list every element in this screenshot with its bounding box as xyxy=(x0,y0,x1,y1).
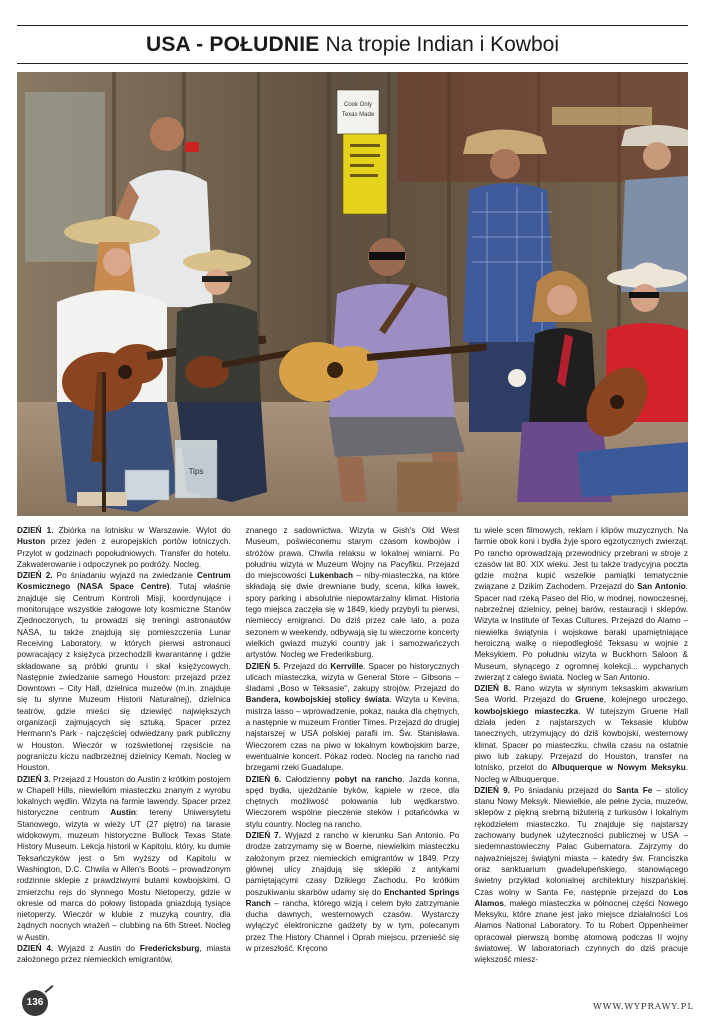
body-text: Całodzienny xyxy=(281,774,335,784)
article-paragraph xyxy=(474,785,688,966)
article-paragraph xyxy=(246,774,460,830)
musicians-illustration xyxy=(17,72,688,516)
body-text: . Tutaj właśnie znajduje się Centrum Kontroli Misji, koordynujące i monitorujące wszystkie załogowe loty kosmiczne Stanów Zjednoczonych, tu prowadzi się treningi astronautów NASA, tu także znajdują się pomieszczenia Lunar Receiving Laboratory, w których pierwsi astronauci powracający z księżyca przechodzili kwarantannę i gdzie składowane są próbki gruntu i skał księżycowych. Następnie zwiedzanie samego Houston: przejazd przez Downtown – City Hall, dzielnica muzeów (m.in. znajduje się tu słynne Muzeum Historii Naturalnej), dzielnica teatrów, gdzie mieści się dziewięć największych organizacji zajmujących się sztuką. Spacer przez Hermann's Park - najczęściej odwiedzany park publiczny w Houston. Wieczór w rozświetlonej rzęsiście na pograniczu kiczu nadbrzeżnej dzielnicy Kemah. Nocleg w Houston. xyxy=(17,582,231,773)
day-label: DZIEŃ 7. xyxy=(245,831,281,841)
bold-text: pobyt na rancho xyxy=(334,774,403,784)
bold-text: Santa Fe xyxy=(616,785,653,795)
header-bottom-rule xyxy=(17,63,688,64)
body-text: Po śniadaniu przejazd do xyxy=(509,785,617,795)
body-text: . Spacer po historycznych ulicach miasteczka, wizyta w General Store – Gibsons – śladami „Boso w Teksasie", zakupy strojów. Przejazd do xyxy=(245,661,460,694)
article-column-2 xyxy=(246,525,460,993)
day-label: DZIEŃ 4. xyxy=(17,943,54,953)
bold-text: Albuquerque w Nowym Meksyku xyxy=(551,763,686,773)
body-text: znanego z sadownictwa. Wizyta w Gish's Old West Museum, poświeconemu starym czasom kowbojów i stróżów prawa. Chwila relaksu w lokalnej winiarni. Po południu wizyta w Muzeum Wojny na Pacyfiku. Przejazd do miejscowości xyxy=(245,526,460,581)
musicians-photo xyxy=(17,72,688,516)
body-text: . Spacer nad rzeką Paseo del Rio, w modnej, nowoczesnej, nabrzeżnej dzielnicy, pełnej barów, restauracji i sklepów. Wizyta w Institute of Texas Cultures. Przejazd do Alamo – niewielka świątynia i wojskowe baraki upamiętniające heroiczną walkę o niepodległość Teksasu w wojnie z Meksykiem. Po południu wizyta w Buckhorn Saloon & Museum, słynącego z ogromnej kolekcji... wypchanych zwierząt z całego świata. Nocleg w San Antonio. xyxy=(474,582,689,682)
body-text: Przejazd z Houston do Austin z krótkim postojem w Chapell Hills, niewielkim miasteczku znanym z wyrobu lokalnych wędlin. Wizyta na farmie lawendy. Spacer przez historyczne centrum xyxy=(17,774,231,818)
sign-text-1: Cook Only xyxy=(343,102,373,108)
article-paragraph xyxy=(17,525,231,570)
body-text: Wyjazd z rancho w kierunku San Antonio. Po drodze zatrzymamy się w Boerne, niewielkim miasteczku założonym przez niemieckich emigrantów w 1849. Przy głównej ulicy znajdują się sklepiki z antykami pamiętającymi czasy Dzikiego Zachodu. Po krótkim poszukiwaniu skarbów udamy się do xyxy=(245,831,460,897)
body-text: . W tutejszym Gruene Hall działa jeden z najstarszych w Teksasie klubów tanecznych, utrzymujący do dziś kowbojski, westernowy klimat. Spacer po miasteczku, chwila czasu na ostatnie piwo lub zakupy. Przejazd do Houston, transfer na lotnisko, przelot do xyxy=(474,706,689,773)
bold-text: Fredericksburg xyxy=(139,943,200,953)
body-text: . Nocleg w Albuquerque. xyxy=(474,763,689,784)
day-label: DZIEŃ 1. xyxy=(17,526,54,535)
article-paragraph xyxy=(246,525,460,661)
body-text: przez jeden z europejskich portów lotniczych. Przylot w godzinach popołudniowych. Transfer do hotelu. Zakwaterowanie i odpoczynek po podróży. Nocleg. xyxy=(17,537,231,569)
page-header xyxy=(17,28,688,62)
header-title-bold: USA - POŁUDNIE xyxy=(145,33,320,56)
page-number: 136 xyxy=(22,990,48,1016)
header-title-light: Na tropie Indian i Kowboi xyxy=(325,33,559,56)
body-text: Wyjazd z Austin do xyxy=(53,943,140,953)
body-text: Zbiórka na lotnisku w Warszawie. Wylot do xyxy=(53,526,231,535)
bold-text: Austin xyxy=(110,808,136,818)
article-paragraph xyxy=(17,570,231,773)
body-text: tu wiele scen filmowych, reklam i klipów muzycznych. Na farmie obok koni i bydła żyje sporo egzotycznych zwierząt. Po rancho oprowadzają przewodnicy przebrani w stroje z czasów lat 80. XIX wieku. Jest tu także tradycyjna poczta gdzie można kupić wszelkie pamiątki tematycznie związane z Dzikim Zachodem. Przejazd do xyxy=(474,526,689,592)
article-paragraph xyxy=(246,830,460,954)
body-text: – rancha, którego wizją i celem było zatrzymanie ducha dawnych, westernowych czasów. Wystarczy wyłączyć elektroniczne gadżety by w tym, polecanym przez The History Channel i Oprah miejscu, przenieść się w przeszłość. Kręcono xyxy=(245,898,460,953)
body-text: , małego miasteczka w północnej części Nowego Meksyku, które znane jest jako miejsce działalności Los Alamos National Laboratory. To tu Robert Oppenheimer opracował pierwszą bombę atomową podczas II wojny światowej. W laboratoriach czynnych do dziś pracuje większość miesz- xyxy=(474,898,689,965)
site-url: WWW.WYPRAWY.PL xyxy=(592,1002,694,1012)
body-text: , kolejnego uroczego, xyxy=(603,695,688,705)
article-paragraph xyxy=(17,943,231,966)
bold-text: Enchanted Springs Ranch xyxy=(245,887,460,908)
article-paragraph xyxy=(474,683,688,785)
header-top-rule xyxy=(17,25,688,26)
body-text: . Jazda konna, spęd bydła, ujeżdżanie byków, kąpiele w rzece, dla chętnych możliwość polowania lub wędkarstwo. Wieczorem wspólne pieczenie steków i potańcówka w stylu country. Nocleg na rancho. xyxy=(245,774,460,829)
bold-text: Los Alamos xyxy=(474,887,689,908)
body-text: Przejazd do xyxy=(280,661,331,671)
day-label: DZIEŃ 3. xyxy=(17,774,51,784)
day-label: DZIEŃ 5. xyxy=(245,661,281,671)
day-label: DZIEŃ 9. xyxy=(474,785,510,795)
bold-text: Bandera, kowbojskiej stolicy świata xyxy=(245,695,390,705)
body-text: – niby-miasteczka, na które składają się dwie drewniane budy, scena, kilka ławek, spory parking i absolutnie niepowtarzalny klimat. Historia tego miejsca zaczęła się w 1849, kiedy przybyli tu pierwsi, niemieccy emigranci. Do dziś przez całe lato, a poza sezonem w weekendy, odbywają się tu wieczorne koncerty wielkich gwiazd muzyki country jak i samozwańczych artystów. Nocleg we Frederiksburg. xyxy=(245,571,460,660)
day-label: DZIEŃ 8. xyxy=(474,684,511,694)
bold-text: Centrum Kosmicznego (NASA Space Centre) xyxy=(17,571,231,592)
bold-text: Kerrville xyxy=(330,661,364,671)
article-column-3 xyxy=(474,525,688,993)
body-text: , miasta założonego przez niemieckich emigrantów, xyxy=(17,943,231,965)
day-label: DZIEŃ 2. xyxy=(17,571,53,581)
bold-text: Lukenbach xyxy=(309,571,353,581)
article-paragraph xyxy=(474,525,688,683)
article-paragraph xyxy=(246,661,460,774)
body-text: Rano wizyta w słynnym teksaskim akwarium Sea World. Przejazd do xyxy=(474,684,689,705)
article-paragraph xyxy=(17,774,231,943)
bold-text: Gruene xyxy=(575,695,604,705)
bold-text: Huston xyxy=(17,537,46,547)
article-body xyxy=(17,525,688,993)
day-label: DZIEŃ 6. xyxy=(245,774,282,784)
bold-text: kowbojskiego miasteczka xyxy=(474,706,579,716)
body-text: . Wizyta u Kevina, mistrza lasso – wprowadzenie, pokaz, nauka dla chętnych, a następnie w muzeum Frontier Times. Przejazd do drugiej najstarszej w USA polskiej parafii im. Św. Stanisława. Wieczorem czas na piwo w lokalnym kowbojskim barze, ewentualnie koncert. Pokaz rodeo. Nocleg na rancho nad brzegami rzeki Guadalupe. xyxy=(245,695,460,773)
sign-text-2: Texas Made xyxy=(341,112,375,118)
tip-jar-label: Tips xyxy=(188,467,204,476)
body-text: Po śniadaniu wyjazd na zwiedzanie xyxy=(52,571,198,581)
body-text: : tereny Uniwersytetu Stanowego, wizyta w wieży UT (27 piętro) na tarasie widokowym, muzeum historyczne Bullock Texas State History Museum. Lekcja historii w Kapitolu, który, ku dumie Teksańczyków jest o 5m wyższy od Kapitolu w Washington, D.C. Chwila w Allen's Boots – prowadzonym rodzinnie sklepie z prawdziwymi butami kowbojskimi. O zmierzchu rejs do słynnego Mostu Nietoperzy, gdzie w okresie od marca do połowy listopada gniazdują tysiące nietoperzy. Wieczór w klubie z muzyką country, dla żądnych nocnych wrażeń – clubbing na 6th Street. Nocleg w Austin. xyxy=(17,808,231,942)
back-sign xyxy=(552,107,652,125)
bold-text: San Antonio xyxy=(637,582,686,592)
body-text: – stolicy stanu Nowy Meksyk. Niewielkie, ale pełne życia, muzeów, sklepów z piękną srebrną biżuterią z turkusów i lokalnym rękodziełem miasteczko. Tu znajduje się najstarszy zachowany budynek użyteczności publicznej w USA – siedemnastowieczny Pałac Gubernatora. Zajrzymy do najważniejszej świątyni miasta – katedry św. Franciszka oraz sanktuarium gwadelupeńskiego, stanowiącego świetny przykład kolonialnej architektury hiszpańskiej. Czas wolny w Santa Fe, następnie przejazd do xyxy=(474,785,689,897)
article-column-1 xyxy=(17,525,231,993)
